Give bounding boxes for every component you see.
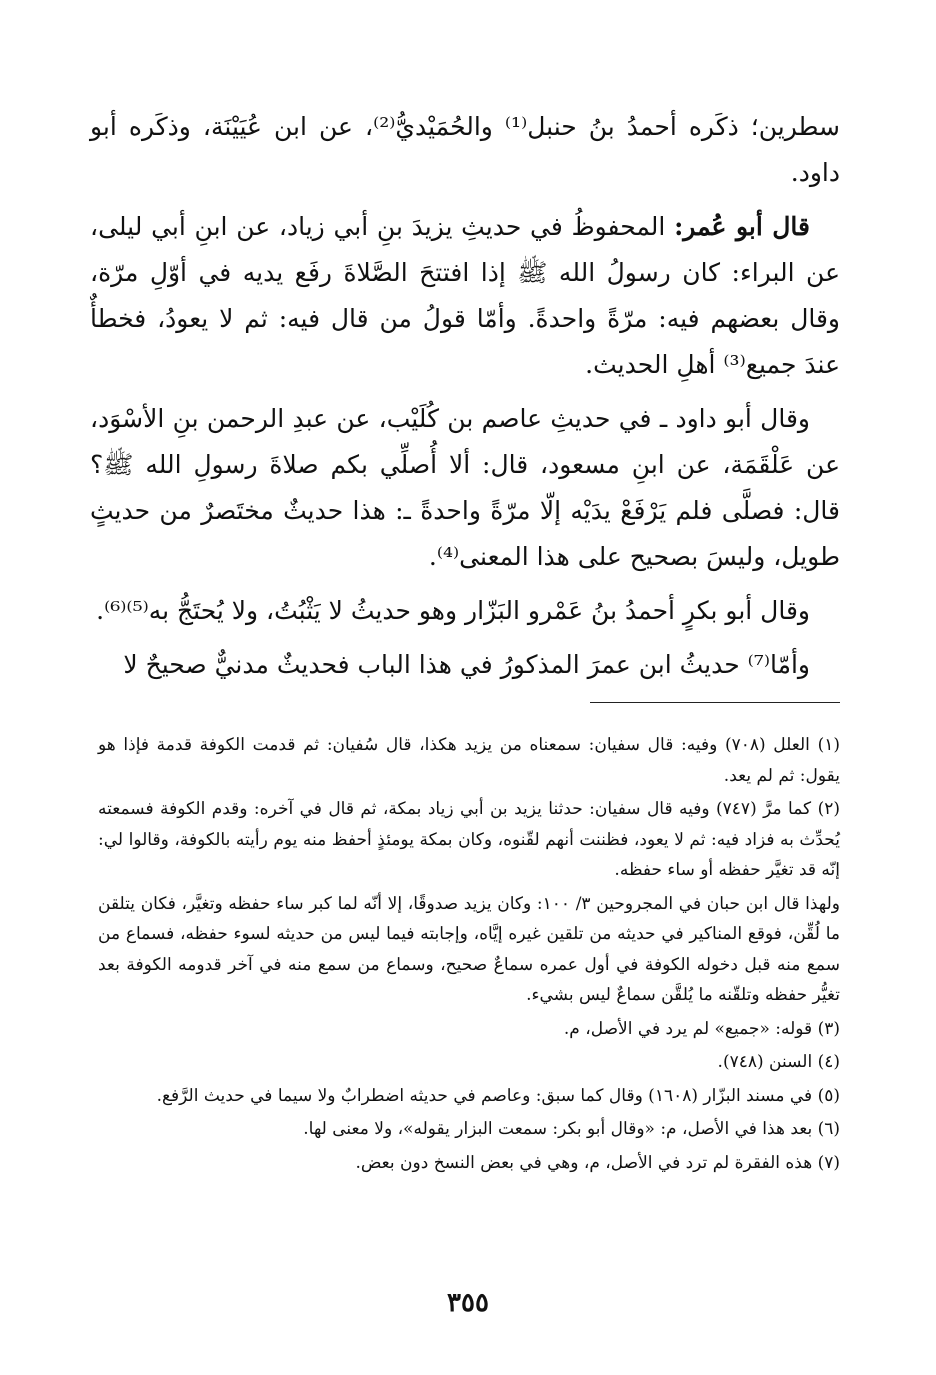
main-text-block: [90, 104, 840, 696]
paragraph-2-lead: قال أبو عُمر:: [674, 212, 810, 241]
footnote-1: (١) العلل (٧٠٨) وفيه: قال سفيان: سمعناه من يزيد هكذا، قال سُفيان: ثم قدمت الكوفة قدمة فإذا هو يقول: ثم لم يعد.: [98, 735, 840, 786]
paragraph-5: وأمّا⁽⁷⁾ حديثُ ابن عمرَ المذكورُ في هذا الباب فحديثٌ مدنيٌّ صحيحٌ لا: [123, 650, 810, 679]
footnote-4: (٤) السنن (٧٤٨).: [717, 1052, 840, 1072]
footnotes-block: [98, 730, 840, 1181]
footnote-3: (٣) قوله: «جميع» لم يرد في الأصل، م.: [563, 1018, 840, 1039]
paragraph-1: سطرين؛ ذكَره أحمدُ بنُ حنبل⁽¹⁾ والحُمَيْديُّ⁽²⁾، عن ابن عُيَيْنَة، وذكَره أبو داود.: [90, 112, 840, 187]
footnote-5: (٥) في مسند البزّار (١٦٠٨) وقال كما سبق: وعاصم في حديثه اضطرابٌ ولا سيما في حديث الرَّفع.: [156, 1085, 840, 1106]
footnote-2-continued: ولهذا قال ابن حبان في المجروحين ٣/ ١٠٠: وكان يزيد صدوقًا، إلا أنّه لما كبر ساء حفظه وتغيَّر، فكان يتلقن ما لُقِّن، فوقع المناكير في حديثه من تلقين غيره إيَّاه، وإجابته فيما ليس من حديثه لسوء حفظه، فسماع من سمع منه قبل دخوله الكوفة في أول عمره سماعٌ صحيح، وسماع من سمع منه في آخر قدومه الكوفة بعد تغيُّر حفظه وتلقّنه ما يُلقَّن سماعٌ ليس بشيء.: [98, 893, 840, 1005]
footnote-6: (٦) بعد هذا في الأصل، م: «وقال أبو بكر: سمعت البزار يقوله»، ولا معنى لها.: [303, 1119, 840, 1139]
page-number: ٣٥٥: [447, 1288, 489, 1318]
paragraph-4: وقال أبو بكرٍ أحمدُ بنُ عَمْرو البَزّار وهو حديثُ لا يَثْبُتُ، ولا يُحتَجُّ به⁽⁵⁾⁽⁶⁾.: [96, 596, 810, 625]
footnote-separator: [590, 702, 840, 703]
footnote-7: (٧) هذه الفقرة لم ترد في الأصل، م، وهي في بعض النسخ دون بعض.: [355, 1152, 840, 1173]
paragraph-3: وقال أبو داود ـ في حديثِ عاصم بن كُلَيْب، عن عبدِ الرحمن بنِ الأسْوَد، عن عَلْقَمَة، عن ابنِ مسعود، قال: ألا أُصلِّي بكم صلاةَ رسولِ الله ﷺ؟ قال: فصلَّى فلم يَرْفَعْ يدَيْه إلّا مرّةً واحدةً ـ: هذا حديثٌ مختَصرٌ من حديثٍ طويل، وليسَ بصحيح على هذا المعنى⁽⁴⁾.: [90, 404, 840, 571]
paragraph-2: [90, 204, 840, 388]
paragraph-2-body: المحفوظُ في حديثِ يزيدَ بنِ أبي زياد، عن ابنِ أبي ليلى، عن البراء: كان رسولُ الله ﷺ إذا افتتحَ الصَّلاةَ رفَع يديه في أوّلِ مرّة، وقال بعضهم فيه: مرّةً واحدةً. وأمّا قولُ من قال فيه: ثم لا يعودُ، فخطأٌ عندَ جميع⁽³⁾ أهلِ الحديث.: [90, 212, 840, 379]
footnote-2: (٢) كما مرَّ (٧٤٧) وفيه قال سفيان: حدثنا يزيد بن أبي زياد بمكة، ثم قال في آخره: وقدم الكوفة فسمعته يُحدِّث به فزاد فيه: ثم لا يعود، فظننت أنهم لقّنوه، وكان بمكة يومئذٍ أحفظ منه يوم رأيته بالكوفة، وقالوا لي: إنّه قد تغيَّر حفظه أو ساء حفظه.: [98, 799, 840, 880]
